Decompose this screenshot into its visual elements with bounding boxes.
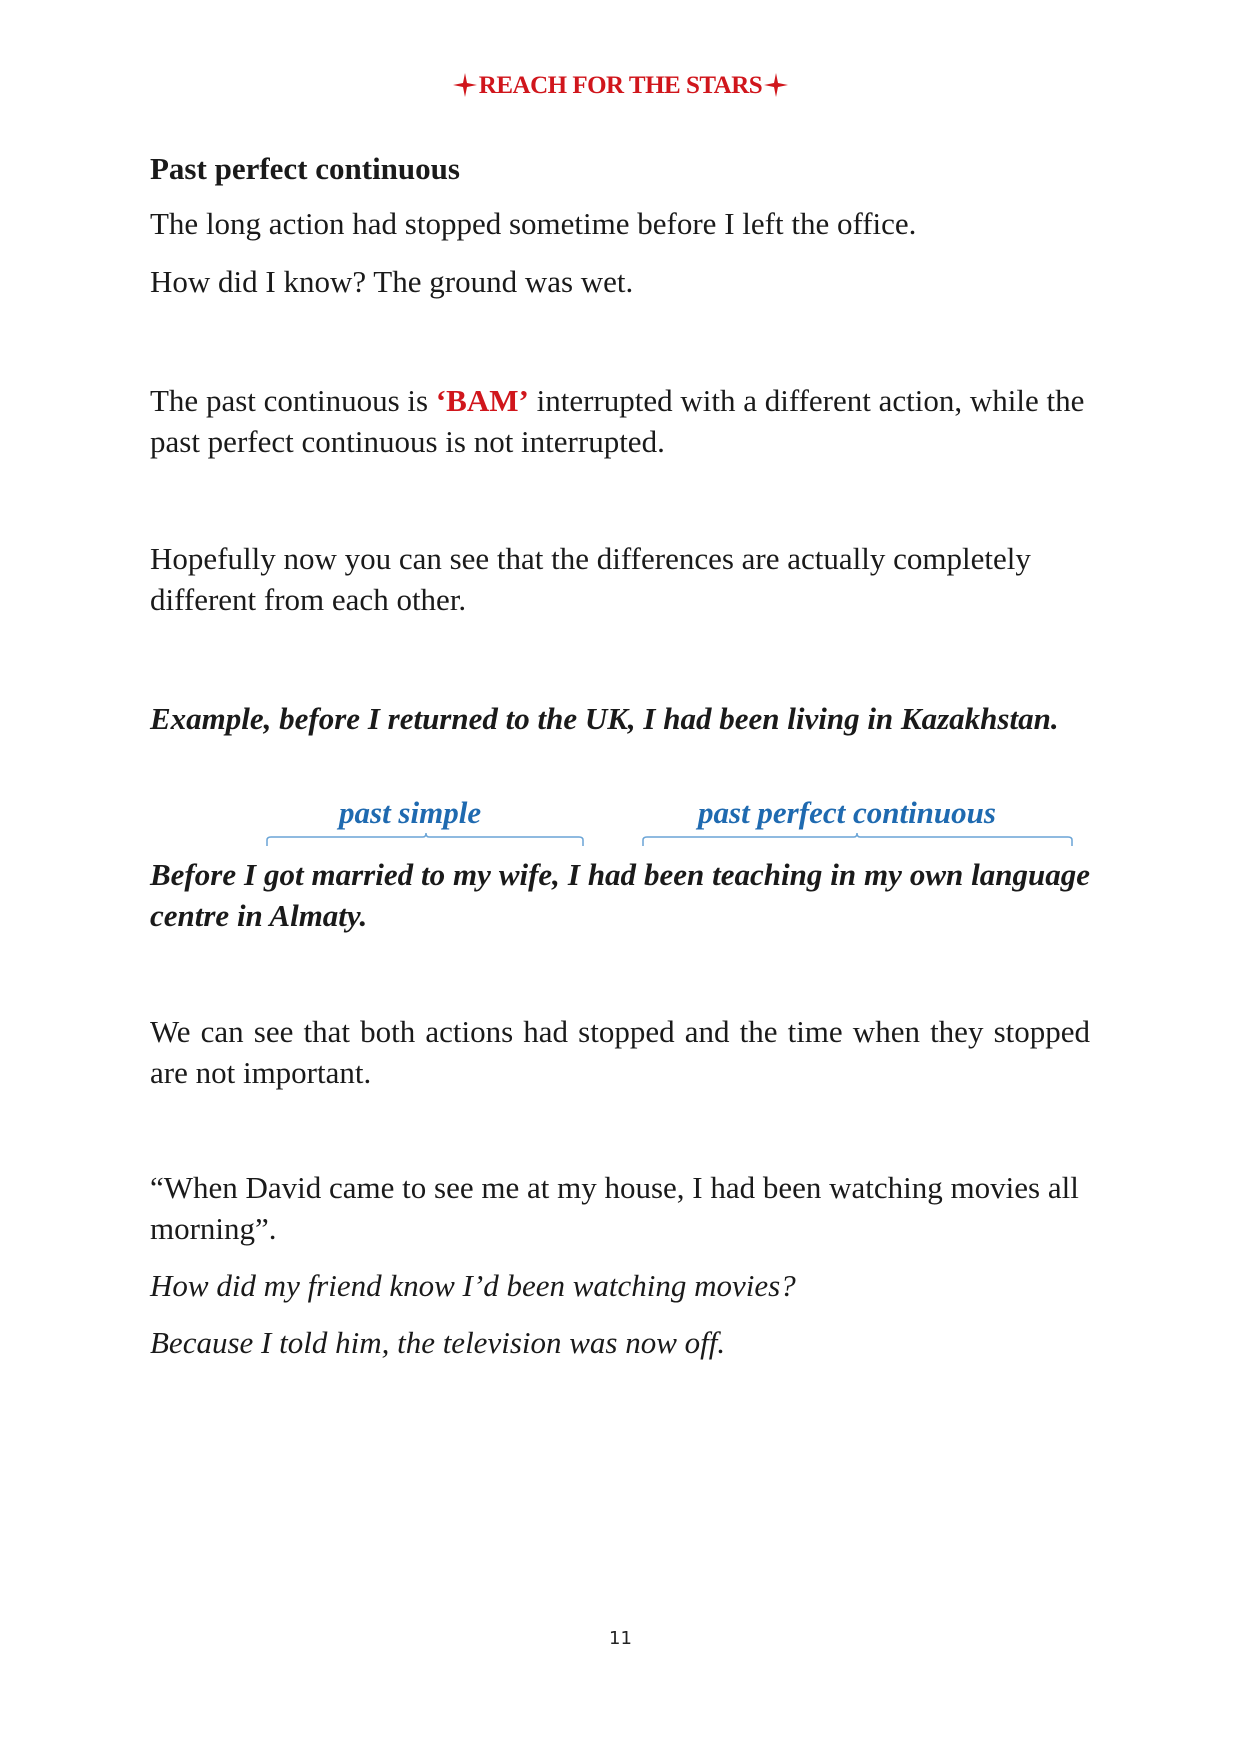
brace-past-simple [265,830,585,854]
paragraph-both-actions: We can see that both actions had stopped and the time when they stopped are not important. [150,1014,1090,1090]
example-almaty: Before I got married to my wife, I had been teaching in my own language centre in Almaty. [150,857,1090,933]
para3-before: The past continuous is [150,383,436,418]
para3-after: interrupted with a different action, while the past perfect continuous is not interrupted. [150,383,1085,459]
page-number: 11 [609,1628,632,1649]
page-header [0,72,1241,100]
bam-highlight: ‘BAM’ [435,383,529,418]
label-past-perfect-continuous: past perfect continuous [698,795,996,830]
paragraph-long-action: The long action had stopped sometime before I left the office. [150,206,917,241]
label-past-simple: past simple [339,795,482,830]
question-line: How did my friend know I’d been watching movies? [150,1268,796,1303]
paragraph-hopefully: Hopefully now you can see that the differences are actually completely different from each other. [150,541,1031,617]
paragraph-how-did-i-know: How did I know? The ground was wet. [150,264,634,299]
paragraph-past-continuous [150,380,1090,462]
four-point-star-icon [764,73,788,97]
header-title: REACH FOR THE STARS [478,72,763,99]
example-kazakhstan: Example, before I returned to the UK, I had been living in Kazakhstan. [150,701,1059,736]
quote-david: “When David came to see me at my house, I had been watching movies all morning”. [150,1170,1079,1246]
four-point-star-icon [453,73,477,97]
section-title: Past perfect continuous [150,151,460,186]
answer-line: Because I told him, the television was now off. [150,1325,726,1360]
brace-past-perfect-continuous [641,830,1075,854]
